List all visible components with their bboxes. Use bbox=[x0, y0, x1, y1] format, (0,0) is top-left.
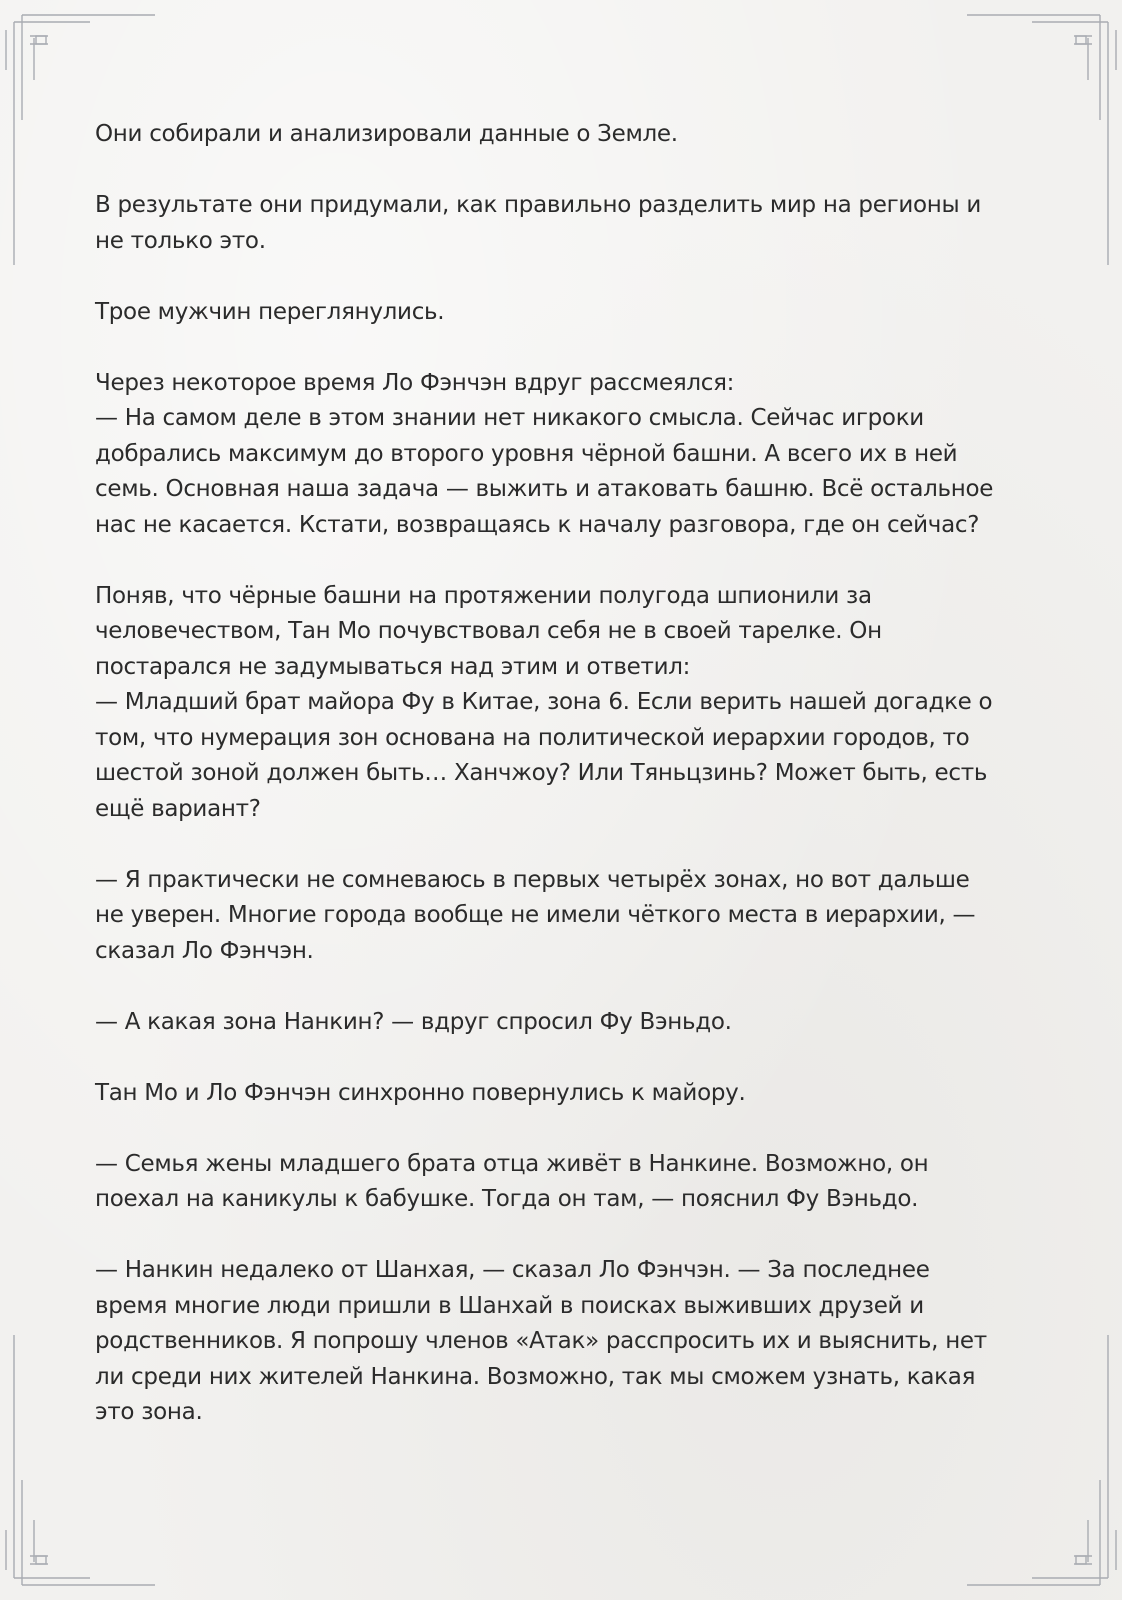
text-line: постарался не задумываться над этим и ответил: bbox=[95, 653, 691, 680]
text-line: — На самом деле в этом знании нет никакого смысла. Сейчас игроки bbox=[95, 405, 924, 431]
paragraph bbox=[95, 117, 1030, 153]
text-line: — А какая зона Нанкин? — вдруг спросил Фу Вэньдо. bbox=[95, 1008, 732, 1035]
text-line: Через некоторое время Ло Фэнчэн вдруг рассмеялся: bbox=[95, 369, 735, 396]
paragraph bbox=[95, 1076, 1030, 1112]
text-line: ещё вариант? bbox=[95, 795, 261, 822]
text-line: — Я практически не сомневаюсь в первых четырёх зонах, но вот дальше bbox=[95, 866, 970, 893]
text-line: родственников. Я попрошу членов «Атак» расспросить их и выяснить, нет bbox=[95, 1328, 987, 1354]
text-line: Трое мужчин переглянулись. bbox=[95, 298, 445, 325]
paragraph bbox=[95, 1253, 1030, 1431]
text-line: время многие люди пришли в Шанхай в поисках выживших друзей и bbox=[95, 1292, 924, 1319]
paragraph bbox=[95, 1005, 1030, 1041]
text-line: не только это. bbox=[95, 227, 266, 254]
text-line: шестой зоной должен быть… Ханчжоу? Или Тяньцзинь? Может быть, есть bbox=[95, 760, 988, 786]
text-line: Они собирали и анализировали данные о Земле. bbox=[95, 121, 678, 147]
text-line: В результате они придумали, как правильно разделить мир на регионы и bbox=[95, 192, 982, 218]
paragraph bbox=[95, 295, 1030, 331]
text-line: это зона. bbox=[95, 1399, 203, 1425]
text-line: добрались максимум до второго уровня чёрной башни. А всего их в ней bbox=[95, 440, 958, 467]
text-line: — Нанкин недалеко от Шанхая, — сказал Ло Фэнчэн. — За последнее bbox=[95, 1257, 930, 1283]
text-line: — Младший брат майора Фу в Китае, зона 6. Если верить нашей догадке о bbox=[95, 689, 993, 715]
text-line: не уверен. Многие города вообще не имели чёткого места в иерархии, — bbox=[95, 902, 976, 928]
text-line: Поняв, что чёрные башни на протяжении полугода шпионили за bbox=[95, 582, 872, 609]
story-text bbox=[95, 117, 1030, 1431]
text-line: Тан Мо и Ло Фэнчэн синхронно повернулись к майору. bbox=[95, 1079, 746, 1106]
text-line: том, что нумерация зон основана на политической иерархии городов, то bbox=[95, 724, 970, 751]
paragraph bbox=[95, 579, 1030, 828]
paragraph bbox=[95, 188, 1030, 259]
text-line: нас не касается. Кстати, возвращаясь к началу разговора, где он сейчас? bbox=[95, 511, 980, 538]
text-line: человечеством, Тан Мо почувствовал себя не в своей тарелке. Он bbox=[95, 618, 882, 644]
text-line: сказал Ло Фэнчэн. bbox=[95, 937, 314, 964]
paragraph bbox=[95, 1147, 1030, 1218]
text-line: ли среди них жителей Нанкина. Возможно, так мы сможем узнать, какая bbox=[95, 1363, 976, 1390]
text-line: поехал на каникулы к бабушке. Тогда он там, — пояснил Фу Вэньдо. bbox=[95, 1186, 919, 1212]
paragraph bbox=[95, 366, 1030, 544]
paragraph bbox=[95, 863, 1030, 970]
text-line: — Семья жены младшего брата отца живёт в Нанкине. Возможно, он bbox=[95, 1150, 929, 1177]
text-line: семь. Основная наша задача — выжить и атаковать башню. Всё остальное bbox=[95, 476, 994, 502]
